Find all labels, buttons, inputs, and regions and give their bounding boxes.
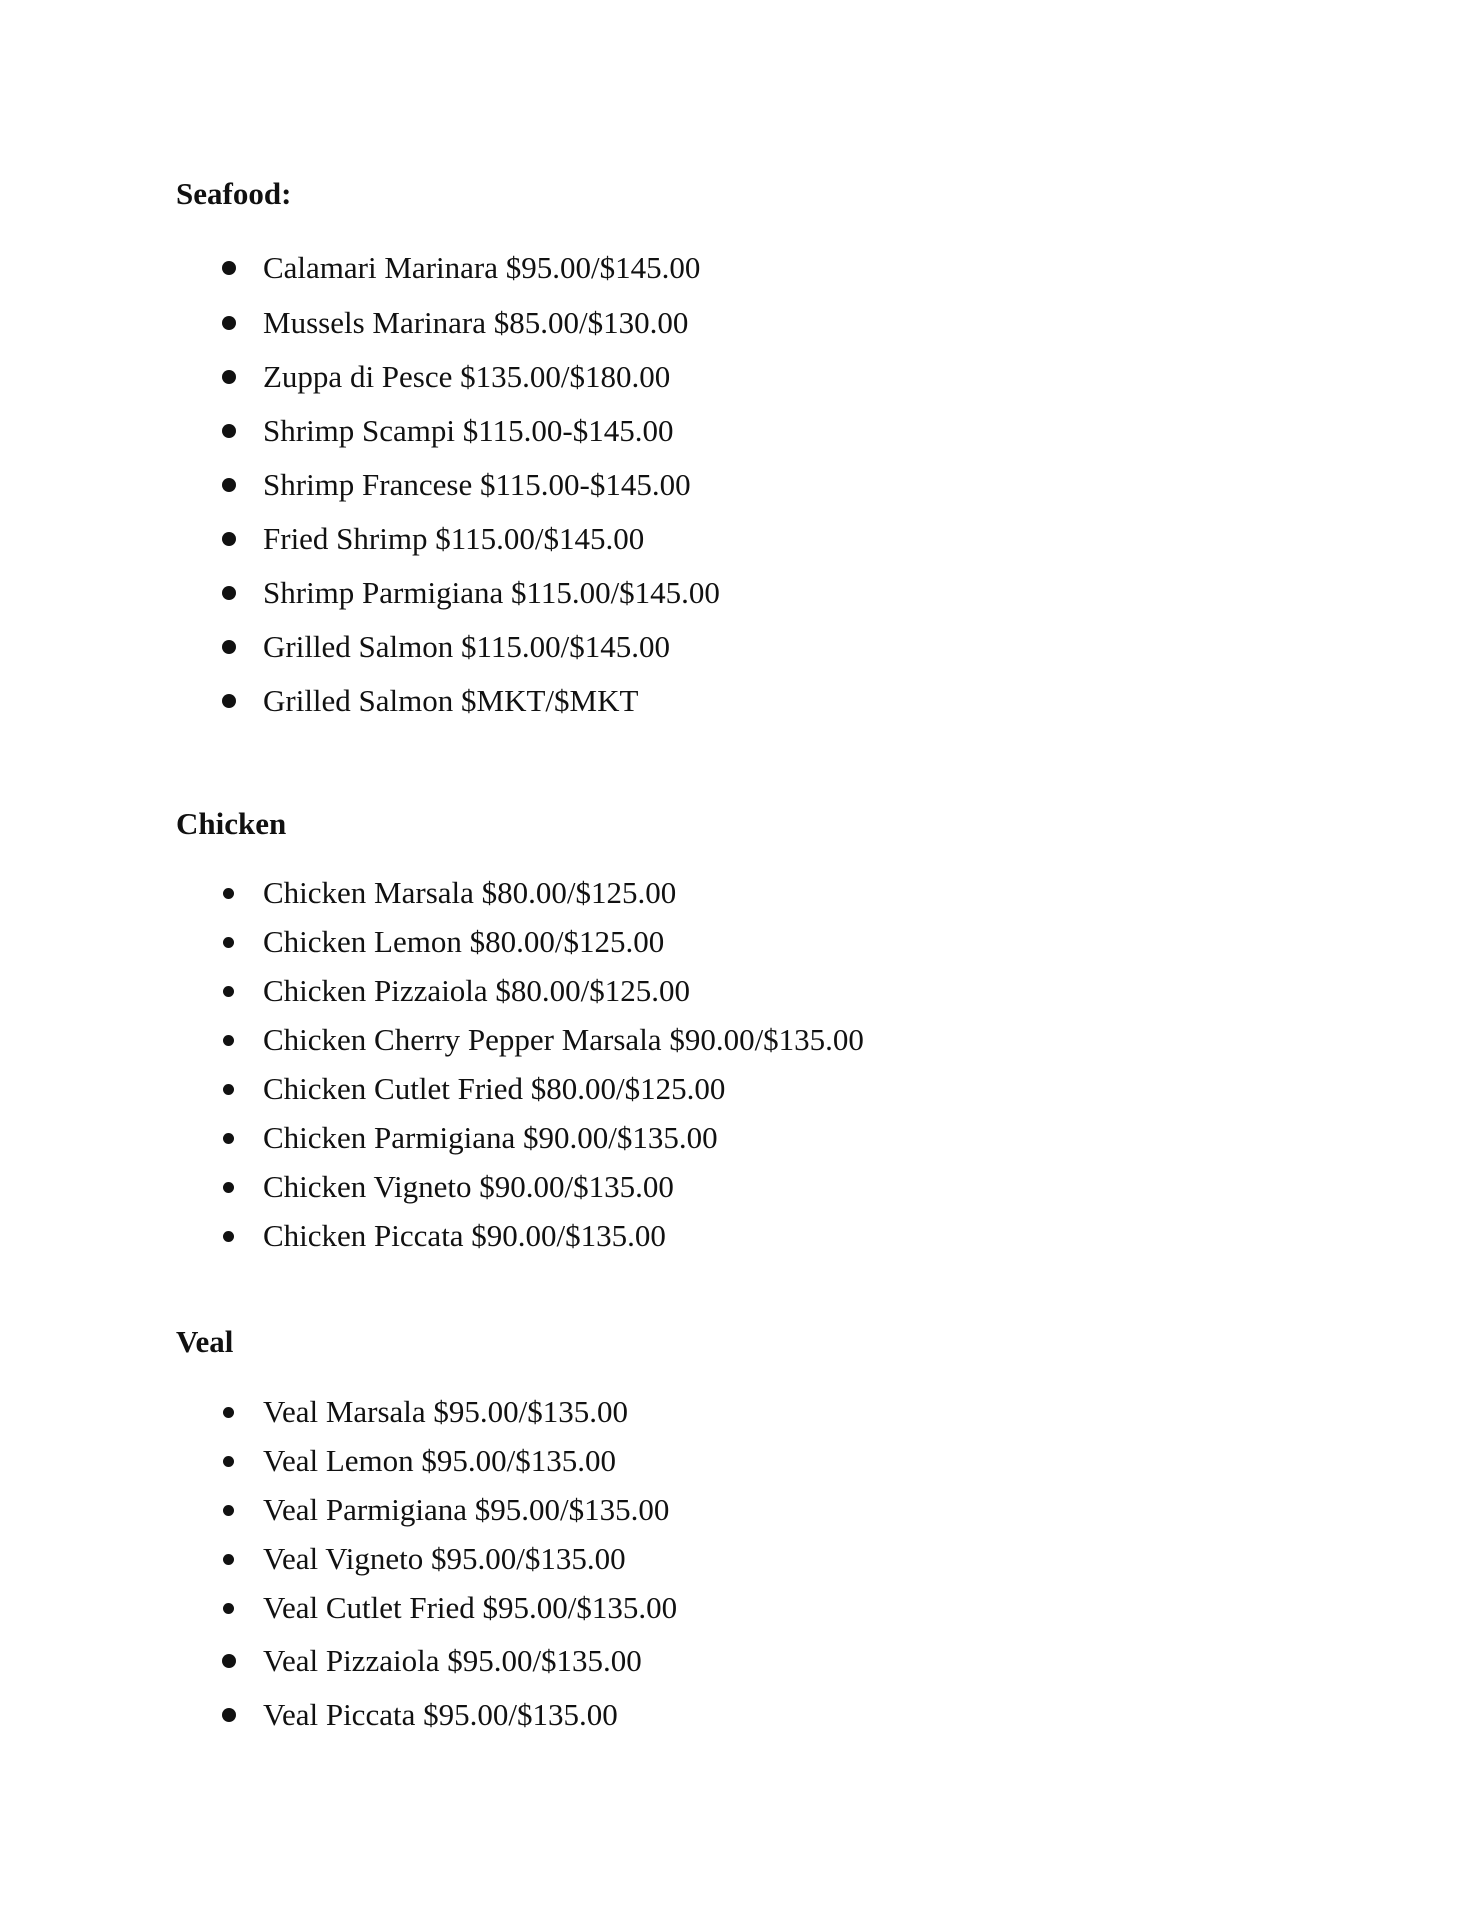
menu-item-text: Veal Cutlet Fried $95.00/$135.00 [263,1590,678,1625]
menu-item-text: Shrimp Francese $115.00-$145.00 [263,467,691,502]
menu-item-text: Veal Vigneto $95.00/$135.00 [263,1541,626,1576]
menu-item-text: Chicken Cutlet Fried $80.00/$125.00 [263,1071,726,1106]
bullet-icon [223,888,234,899]
bullet-icon [223,1231,234,1242]
bullet-icon [223,1182,234,1193]
section-heading-seafood: Seafood: [176,176,292,211]
menu-item-text: Veal Lemon $95.00/$135.00 [263,1443,617,1478]
menu-item-text: Chicken Parmigiana $90.00/$135.00 [263,1120,718,1155]
bullet-icon [223,1456,234,1467]
bullet-icon [222,1708,236,1722]
bullet-icon [222,586,236,600]
menu-item-text: Fried Shrimp $115.00/$145.00 [263,521,645,556]
menu-item-text: Chicken Pizzaiola $80.00/$125.00 [263,973,691,1008]
menu-item-text: Grilled Salmon $MKT/$MKT [263,683,639,718]
menu-item-text: Shrimp Parmigiana $115.00/$145.00 [263,575,720,610]
menu-item-text: Veal Piccata $95.00/$135.00 [263,1697,618,1732]
bullet-icon [223,1133,234,1144]
bullet-icon [223,1084,234,1095]
menu-item-text: Veal Parmigiana $95.00/$135.00 [263,1492,670,1527]
bullet-icon [222,640,236,654]
bullet-icon [222,424,236,438]
section-heading-veal: Veal [176,1324,234,1359]
bullet-icon [223,1035,234,1046]
bullet-icon [222,532,236,546]
bullet-icon [222,694,236,708]
menu-item-text: Chicken Marsala $80.00/$125.00 [263,875,677,910]
menu-item-text: Chicken Cherry Pepper Marsala $90.00/$135.00 [263,1022,864,1057]
menu-item-text: Veal Marsala $95.00/$135.00 [263,1394,629,1429]
bullet-icon [222,1654,236,1668]
menu-item-text: Chicken Lemon $80.00/$125.00 [263,924,665,959]
section-heading-chicken: Chicken [176,806,287,841]
bullet-icon [223,1554,234,1565]
menu-item-text: Calamari Marinara $95.00/$145.00 [263,250,701,285]
bullet-icon [223,1603,234,1614]
bullet-icon [223,937,234,948]
bullet-icon [223,986,234,997]
bullet-icon [223,1407,234,1418]
bullet-icon [222,370,236,384]
bullet-icon [222,478,236,492]
bullet-icon [222,261,236,275]
bullet-icon [223,1505,234,1516]
menu-item-text: Chicken Vigneto $90.00/$135.00 [263,1169,674,1204]
menu-item-text: Zuppa di Pesce $135.00/$180.00 [263,359,671,394]
bullet-icon [222,316,236,330]
menu-item-text: Shrimp Scampi $115.00-$145.00 [263,413,674,448]
menu-item-text: Veal Pizzaiola $95.00/$135.00 [263,1643,642,1678]
menu-item-text: Mussels Marinara $85.00/$130.00 [263,305,689,340]
menu-item-text: Chicken Piccata $90.00/$135.00 [263,1218,666,1253]
menu-item-text: Grilled Salmon $115.00/$145.00 [263,629,670,664]
